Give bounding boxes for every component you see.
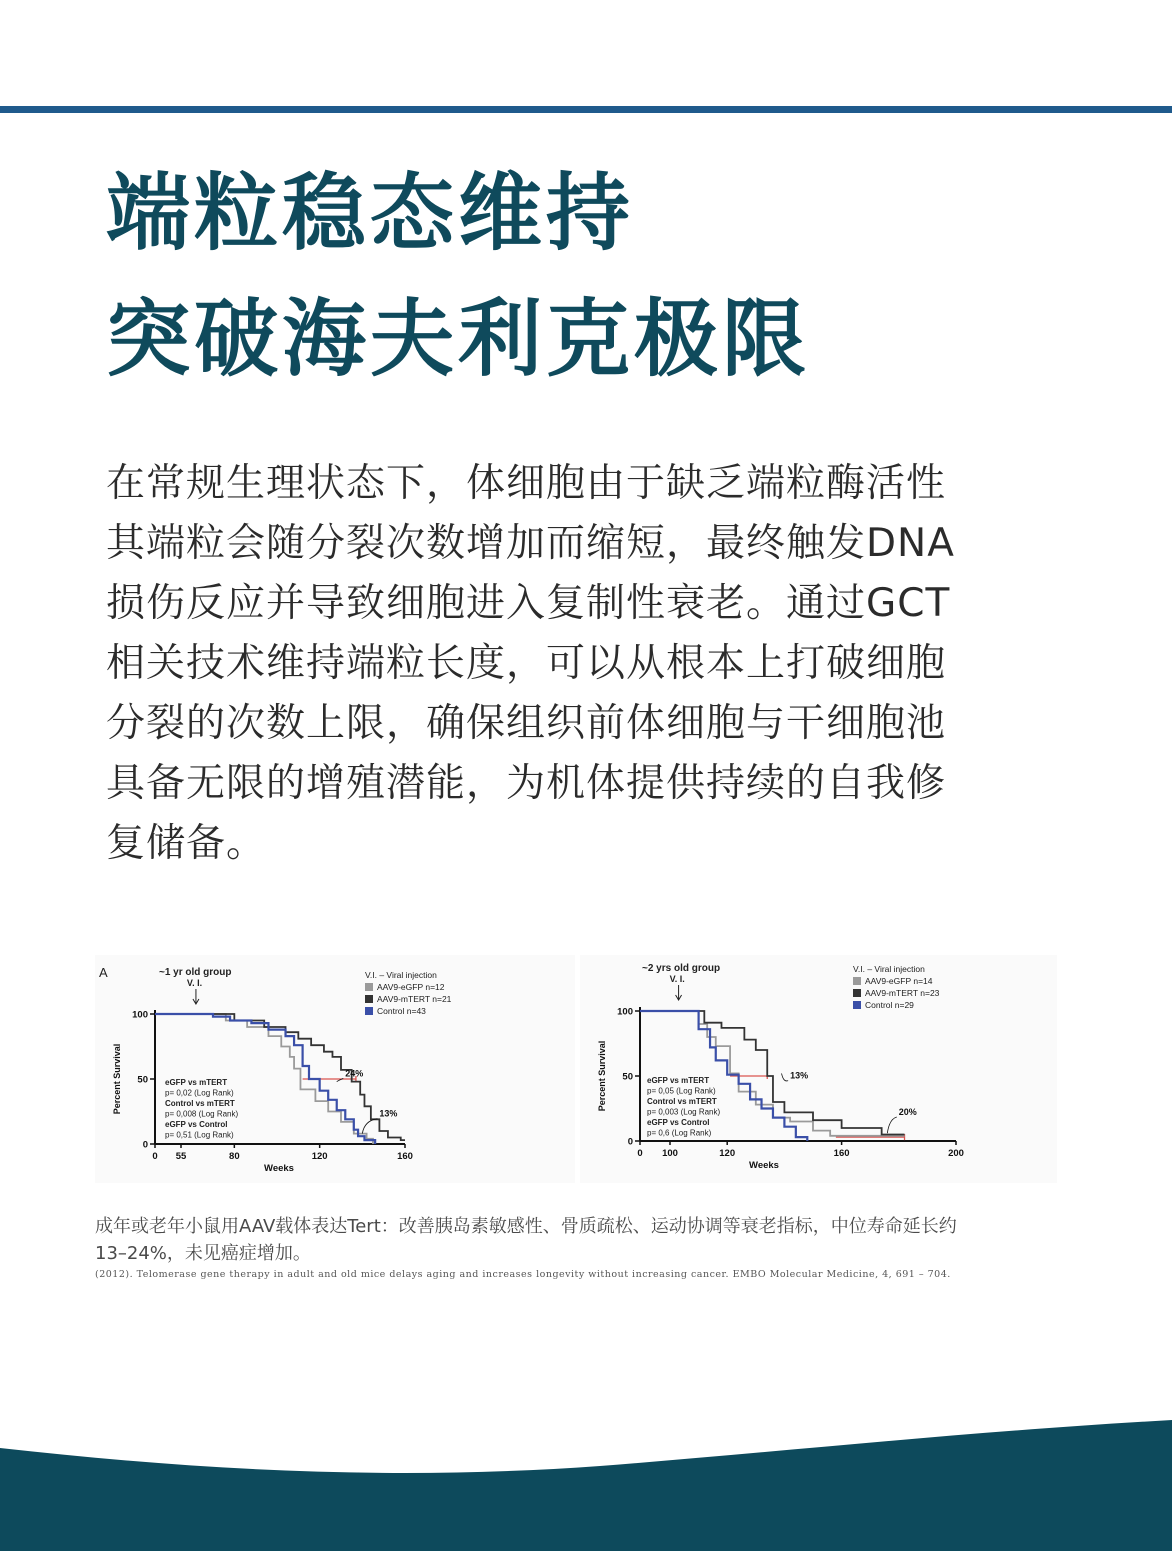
- legend-swatch: [365, 995, 373, 1003]
- stats-line: eGFP vs mTERT: [165, 1078, 228, 1087]
- body-line: 相关技术维持端粒长度，可以从根本上打破细胞: [106, 641, 947, 686]
- y-axis-label: Percent Survival: [597, 1040, 607, 1112]
- survival-charts-svg: [95, 955, 1057, 1183]
- figure-caption: [95, 1213, 1055, 1267]
- annotation-label: 13%: [790, 1070, 809, 1081]
- panel-label: A: [99, 965, 108, 980]
- bottom-wave-shape: [0, 1420, 1172, 1551]
- chart-title: ~2 yrs old group: [642, 963, 721, 974]
- x-tick-label: 0: [152, 1151, 158, 1162]
- y-tick-label: 50: [137, 1074, 148, 1086]
- annotation-label: 24%: [345, 1068, 364, 1079]
- top-accent-bar: [0, 106, 1172, 113]
- chart-title: ~1 yr old group: [159, 967, 232, 978]
- stats-line: p= 0,02 (Log Rank): [165, 1088, 234, 1098]
- legend-title: V.I. – Viral injection: [365, 970, 437, 980]
- citation: (2012). Telomerase gene therapy in adult and old mice delays aging and increases longevity without increasing cancer. EMBO Molecular Medicine, 4, 691 – 704.: [95, 1269, 951, 1280]
- legend-label: Control n=29: [865, 1000, 914, 1010]
- body-line: 其端粒会随分裂次数增加而缩短，最终触发DNA: [106, 521, 955, 566]
- x-tick-label: 160: [397, 1151, 413, 1162]
- stats-line: eGFP vs mTERT: [647, 1076, 710, 1085]
- x-tick-label: 100: [662, 1148, 678, 1159]
- body-line: 损伤反应并导致细胞进入复制性衰老。通过GCT: [106, 581, 951, 626]
- stats-line: eGFP vs Control: [647, 1118, 710, 1127]
- stats-line: Control vs mTERT: [647, 1097, 717, 1106]
- caption-line: 13–24%，未见癌症增加。: [95, 1243, 311, 1264]
- x-tick-label: 120: [719, 1148, 736, 1159]
- legend-swatch: [365, 983, 373, 991]
- stats-line: p= 0,008 (Log Rank): [165, 1109, 239, 1119]
- legend-label: AAV9-eGFP n=12: [377, 982, 445, 992]
- legend-label: Control n=43: [377, 1006, 426, 1016]
- y-axis-label: Percent Survival: [112, 1043, 122, 1115]
- body-line: 在常规生理状态下，体细胞由于缺乏端粒酶活性: [106, 461, 947, 506]
- legend-swatch: [853, 989, 861, 997]
- stats-line: p= 0,6 (Log Rank): [647, 1128, 712, 1138]
- headline-line-2: 突破海夫利克极限: [106, 290, 811, 388]
- y-tick-label: 0: [142, 1139, 148, 1151]
- legend-title: V.I. – Viral injection: [853, 964, 925, 974]
- stats-line: p= 0,003 (Log Rank): [647, 1107, 721, 1117]
- legend-swatch: [853, 977, 861, 985]
- body-line: 分裂的次数上限，确保组织前体细胞与干细胞池: [106, 701, 947, 746]
- arrow-label: V. I.: [186, 978, 203, 988]
- legend-label: AAV9-eGFP n=14: [865, 976, 933, 986]
- arrow-label: V. I.: [669, 974, 685, 984]
- body-line: 具备无限的增殖潜能，为机体提供持续的自我修: [106, 761, 947, 806]
- chart-panel-bg: [580, 955, 1057, 1183]
- y-tick-label: 100: [617, 1006, 633, 1018]
- y-tick-label: 0: [627, 1136, 633, 1148]
- x-axis-label: Weeks: [264, 1163, 294, 1174]
- legend-label: AAV9-mTERT n=23: [865, 988, 940, 998]
- stats-line: p= 0,51 (Log Rank): [165, 1130, 234, 1140]
- bottom-wave: [0, 1420, 1172, 1551]
- x-tick-label: 55: [175, 1151, 187, 1162]
- stats-line: eGFP vs Control: [165, 1120, 228, 1129]
- annotation-label: 13%: [379, 1108, 398, 1119]
- stats-line: Control vs mTERT: [165, 1099, 235, 1108]
- headline: [106, 150, 810, 402]
- y-tick-label: 100: [132, 1009, 148, 1021]
- legend-swatch: [853, 1001, 861, 1009]
- y-tick-label: 50: [622, 1071, 633, 1083]
- stats-line: p= 0,05 (Log Rank): [647, 1086, 716, 1096]
- legend-swatch: [365, 1007, 373, 1015]
- survival-figure: [95, 955, 1057, 1183]
- x-tick-label: 120: [311, 1151, 328, 1162]
- headline-line-1: 端粒稳态维持: [106, 164, 635, 262]
- x-tick-label: 200: [948, 1148, 964, 1159]
- chart-panel-bg: [95, 955, 575, 1183]
- body-paragraph: [106, 454, 1051, 874]
- x-tick-label: 0: [637, 1148, 643, 1159]
- x-axis-label: Weeks: [749, 1160, 779, 1171]
- x-tick-label: 80: [229, 1151, 240, 1162]
- legend-label: AAV9-mTERT n=21: [377, 994, 452, 1004]
- caption-line: 成年或老年小鼠用AAV载体表达Tert：改善胰岛素敏感性、骨质疏松、运动协调等衰老指标，中位寿命延长约: [95, 1216, 957, 1237]
- x-tick-label: 160: [833, 1148, 850, 1159]
- body-line: 复储备。: [106, 821, 267, 866]
- annotation-label: 20%: [898, 1107, 917, 1117]
